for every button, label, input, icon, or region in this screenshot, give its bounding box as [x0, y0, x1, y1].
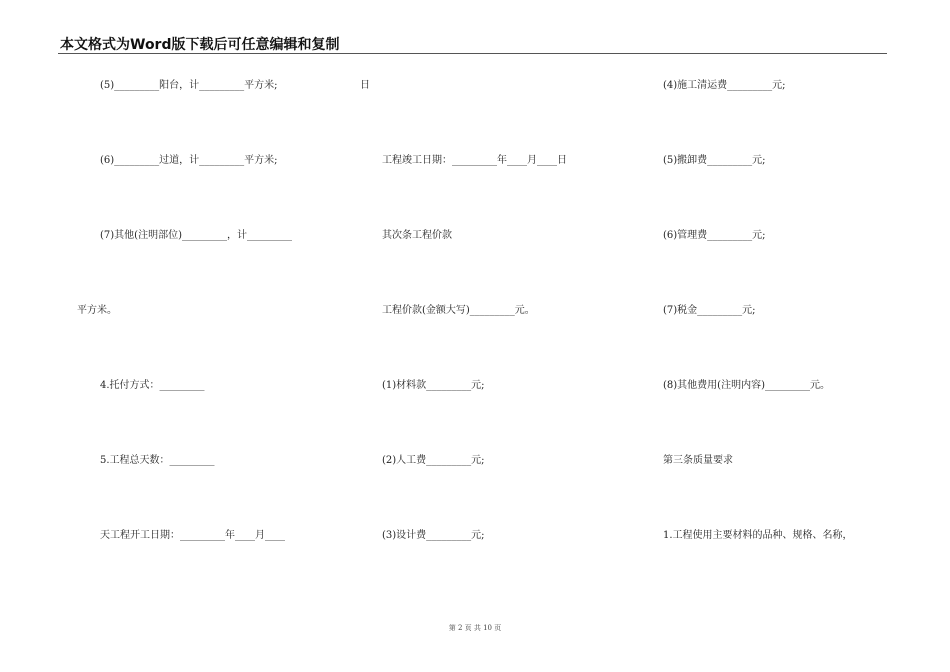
right-line-cleanup: (4)施工清运费_________元; [663, 80, 786, 91]
left-line-corridor: (6)_________过道，计_________平方米; [100, 155, 278, 166]
middle-line-price: 工程价款(金额大写)_________元。 [382, 305, 535, 316]
right-line-other-fees: (8)其他费用(注明内容)_________元。 [663, 380, 830, 391]
left-line-start-date: 天工程开工日期：_________年____月____ [100, 530, 285, 541]
middle-line-day: 日 [360, 80, 370, 91]
middle-line-materials: (1)材料款_________元; [382, 380, 485, 391]
middle-line-completion-date: 工程竣工日期：_________年____月____日 [382, 155, 567, 166]
right-line-moving: (5)搬卸费_________元; [663, 155, 766, 166]
left-line-sqm: 平方米。 [77, 305, 117, 316]
page-number: 第 2 页 共 10 页 [448, 624, 502, 632]
left-line-payment: 4.托付方式：_________ [100, 380, 205, 391]
right-line-tax: (7)税金_________元; [663, 305, 756, 316]
middle-line-design: (3)设计费_________元; [382, 530, 485, 541]
left-line-total-days: 5.工程总天数：_________ [100, 455, 215, 466]
middle-line-article-two: 其次条工程价款 [382, 230, 452, 241]
left-line-balcony: (5)_________阳台，计_________平方米; [100, 80, 278, 91]
left-line-other: (7)其他(注明部位)_________，计_________ [100, 230, 292, 241]
right-line-materials-spec: 1.工程使用主要材料的品种、规格、名称， [663, 530, 853, 541]
right-line-article-three: 第三条质量要求 [663, 455, 733, 466]
header-title: 本文格式为Word版下载后可任意编辑和复制 [60, 37, 340, 53]
right-line-management: (6)管理费_________元; [663, 230, 766, 241]
middle-line-labor: (2)人工费_________元; [382, 455, 485, 466]
header-divider [58, 53, 887, 54]
